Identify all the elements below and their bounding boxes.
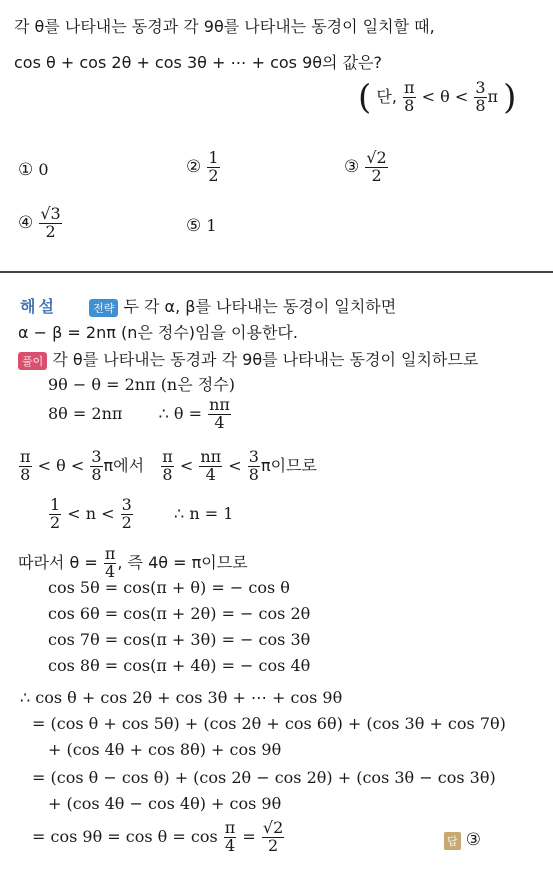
choice-2: ② $\frac{1}{2}$: [186, 148, 219, 185]
section-divider: [0, 271, 553, 273]
right-paren: ): [503, 77, 517, 118]
inequality-theta-row: $\frac{\pi}{8}$ < θ < $\frac{3}{8}$ π에서 $\frac{\pi}{8}$ < $\frac{n\pi}{4}$ < $\frac{3}{8}$ π이므로: [20, 447, 317, 484]
sum-line-4: = (cos θ − cos θ) + (cos 2θ − cos 2θ) + (cos 3θ − cos 3θ): [32, 768, 496, 787]
final-line: = cos 9θ = cos θ = cos $\frac{\pi}{4}$ = $\frac{√2}{2}$: [32, 818, 284, 855]
answer-value: ③: [465, 830, 481, 850]
answer-tag: 답: [444, 832, 461, 850]
choice-3: ③ $\frac{√2}{2}$: [344, 148, 387, 185]
solve-row: [18, 347, 478, 370]
solution-heading-row: [20, 294, 396, 317]
cos-line-8: cos 8θ = cos(π + 4θ) = − cos 4θ: [48, 656, 311, 675]
condition-frac-pi-8: $\frac{\pi}{8}$: [404, 78, 415, 115]
sum-line-3: + (cos 4θ + cos 8θ) + cos 9θ: [48, 740, 282, 759]
strategy-line-1: 두 각 α, β를 나타내는 동경이 일치하면: [123, 297, 397, 316]
choice-1: ① 0: [18, 160, 49, 180]
solution-heading: 해설: [20, 297, 57, 316]
question-condition: ( 단, $\frac{\pi}{8}$ < θ < $\frac{3}{8}$ π ): [358, 77, 517, 118]
ddara-row: 따라서 θ = $\frac{\pi}{4}$ , 즉 4θ = π이므로: [18, 544, 248, 581]
choice-5: ⑤ 1: [186, 216, 217, 236]
sum-line-2: = (cos θ + cos 5θ) + (cos 2θ + cos 6θ) + (cos 3θ + cos 7θ): [32, 714, 506, 733]
condition-prefix: 단,: [376, 86, 397, 106]
condition-lt: < θ <: [421, 86, 469, 106]
strategy-line-2: α − β = 2nπ (n은 정수)임을 이용한다.: [18, 323, 298, 342]
eq-9theta: 9θ − θ = 2nπ (n은 정수): [48, 375, 235, 394]
cos-line-7: cos 7θ = cos(π + 3θ) = − cos 3θ: [48, 630, 311, 649]
cos-line-5: cos 5θ = cos(π + θ) = − cos θ: [48, 578, 290, 597]
solve-line-1: 각 θ를 나타내는 동경과 각 9θ를 나타내는 동경이 일치하므로: [52, 350, 479, 369]
left-paren: (: [358, 77, 372, 118]
sum-line-1: ∴ cos θ + cos 2θ + cos 3θ + ⋯ + cos 9θ: [20, 688, 343, 707]
condition-frac-3-8: $\frac{3}{8}$: [475, 78, 486, 115]
inequality-n-row: $\frac{1}{2}$ < n < $\frac{3}{2}$ ∴ n = 1: [50, 495, 234, 532]
question-line-2: cos θ + cos 2θ + cos 3θ + ⋯ + cos 9θ의 값은?: [14, 53, 382, 72]
cos-line-6: cos 6θ = cos(π + 2θ) = − cos 2θ: [48, 604, 311, 623]
solve-tag: 풀이: [18, 352, 47, 370]
answer-row: [444, 830, 481, 850]
strategy-tag: 전략: [89, 299, 118, 317]
eq-8theta-row: 8θ = 2nπ ∴ θ = $\frac{n\pi}{4}$: [48, 395, 230, 432]
choice-4: ④ $\frac{√3}{2}$: [18, 204, 61, 241]
sum-line-5: + (cos 4θ − cos 4θ) + cos 9θ: [48, 794, 282, 813]
question-line-1: 각 θ를 나타내는 동경과 각 9θ를 나타내는 동경이 일치할 때,: [14, 17, 435, 36]
